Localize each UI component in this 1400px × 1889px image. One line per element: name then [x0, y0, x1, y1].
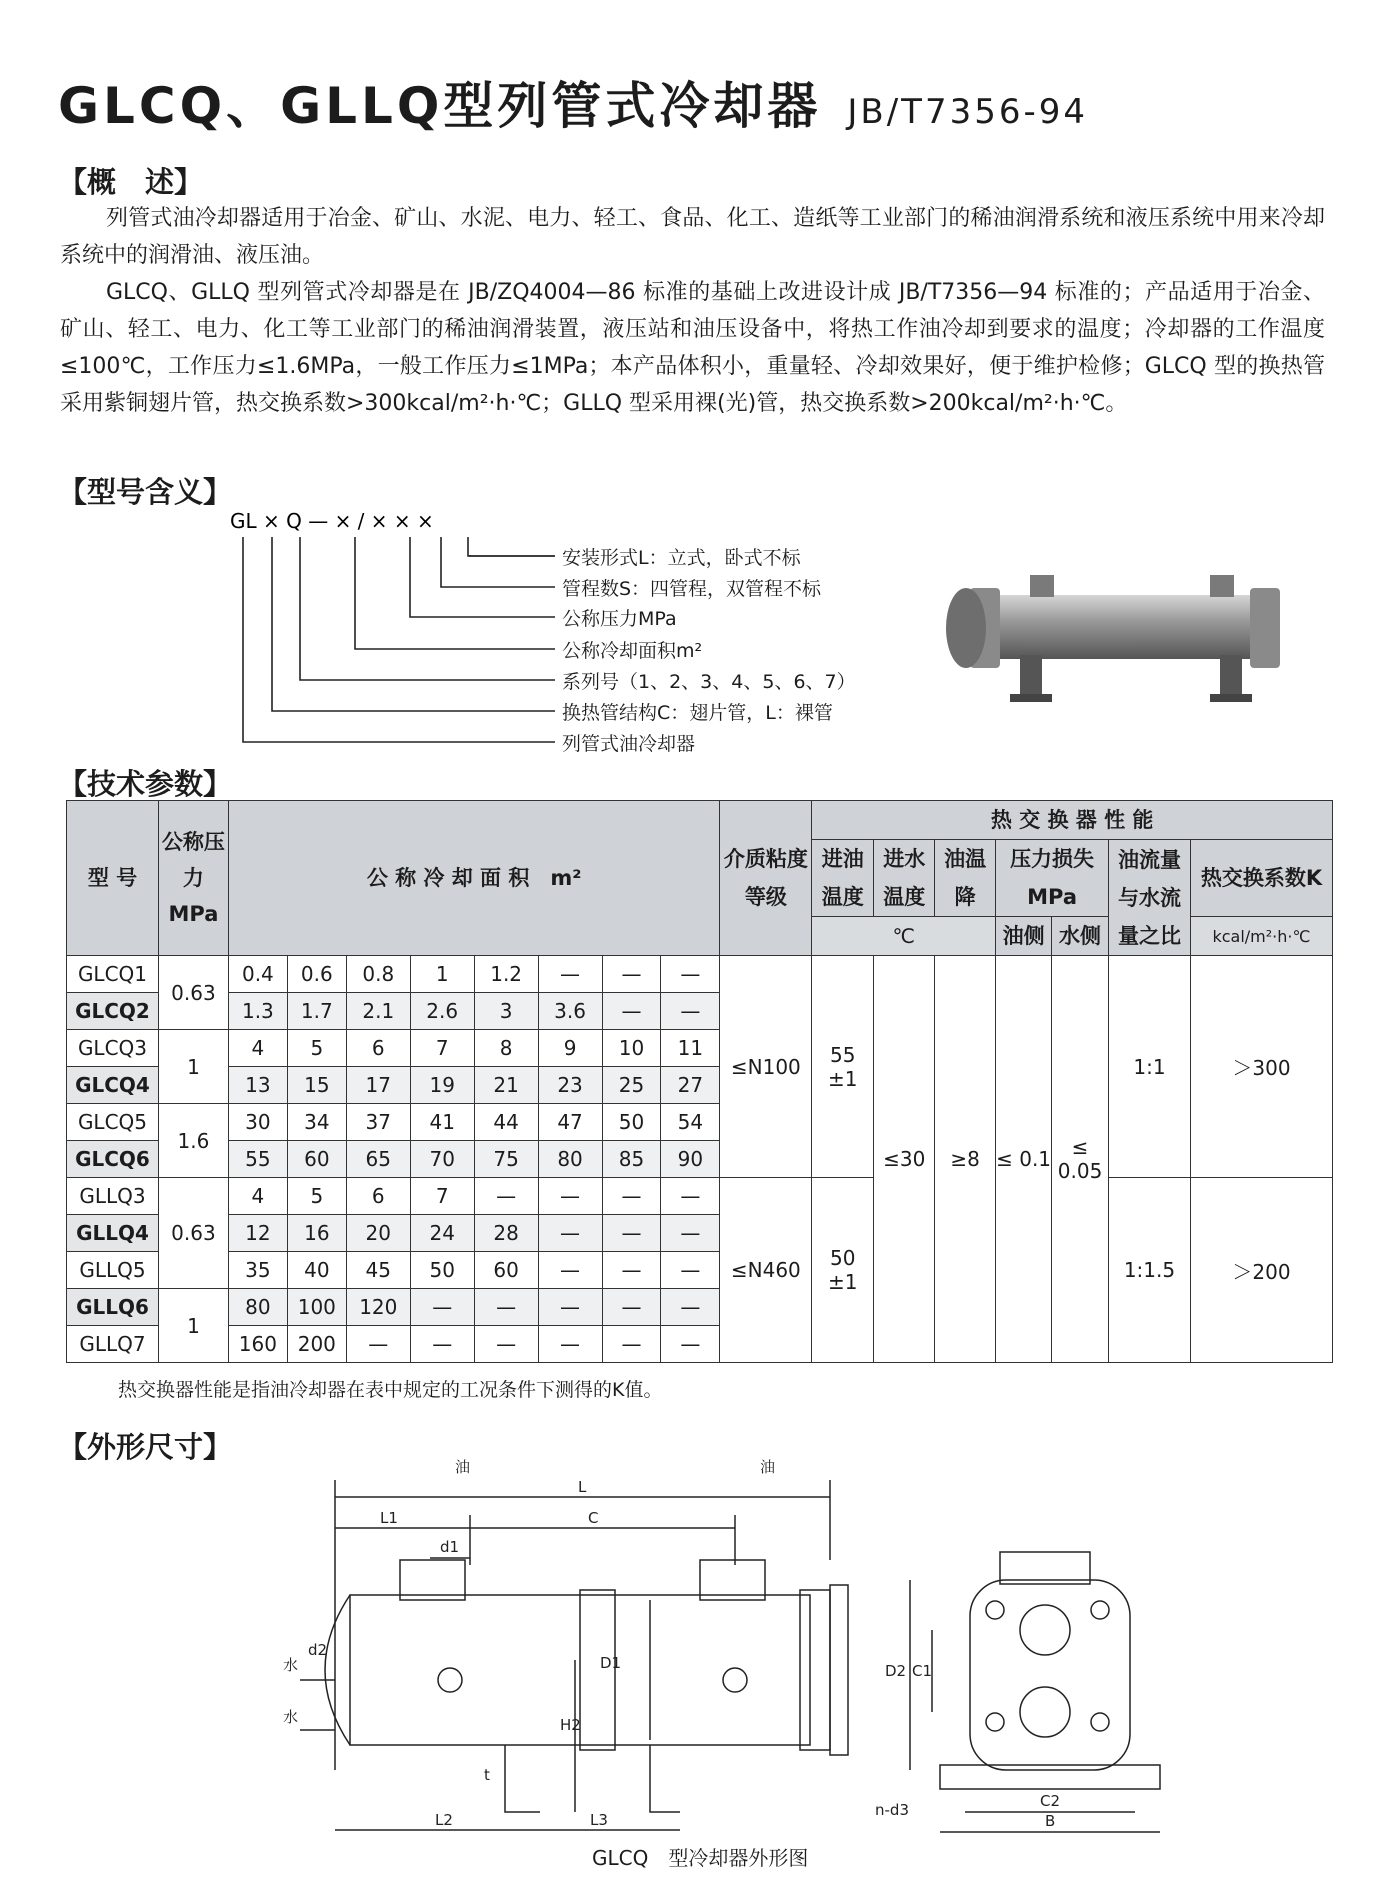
- legend-item-6: 换热管结构C：翅片管，L：裸管: [562, 702, 833, 724]
- cell-area: 47: [538, 1104, 602, 1141]
- cell-area: 200: [287, 1326, 346, 1363]
- cell-area: 12: [228, 1215, 287, 1252]
- cell-area: 34: [287, 1104, 346, 1141]
- cell-area: 0.8: [346, 956, 410, 993]
- cell-area: 21: [474, 1067, 538, 1104]
- th-oil-drop: 油温降: [935, 840, 996, 917]
- cell-coef: ＞300: [1190, 956, 1332, 1178]
- cell-model: GLCQ5: [67, 1104, 159, 1141]
- table-note: 热交换器性能是指油冷却器在表中规定的工况条件下测得的K值。: [118, 1379, 663, 1401]
- cell-area: 1.2: [474, 956, 538, 993]
- cell-area: 40: [287, 1252, 346, 1289]
- section-outline: 【外形尺寸】: [58, 1430, 233, 1464]
- section-tech: 【技术参数】: [58, 767, 233, 801]
- cell-area: 25: [602, 1067, 661, 1104]
- cell-area: 24: [410, 1215, 474, 1252]
- cell-oil-side: ≤ 0.1: [996, 956, 1052, 1363]
- th-water-in: 进水温度: [874, 840, 935, 917]
- cell-area: 80: [538, 1141, 602, 1178]
- th-area: 公 称 冷 却 面 积 m²: [228, 801, 719, 956]
- cell-area: 16: [287, 1215, 346, 1252]
- cell-area: 0.6: [287, 956, 346, 993]
- cell-area: 60: [474, 1252, 538, 1289]
- cell-area: —: [661, 1252, 720, 1289]
- cell-oil-drop: ≥8: [935, 956, 996, 1363]
- cell-area: 55: [228, 1141, 287, 1178]
- cell-pressure: 1.6: [158, 1104, 228, 1178]
- label-water-1: 水: [283, 1656, 299, 1674]
- overview-p1: 列管式油冷却器适用于冶金、矿山、水泥、电力、轻工、食品、化工、造纸等工业部门的稀油润滑系统和液压系统中用来冷却系统中的润滑油、液压油。: [60, 206, 1325, 268]
- model-code: GL × Q — × / × × ×: [230, 509, 434, 533]
- cell-area: 80: [228, 1289, 287, 1326]
- cell-area: 70: [410, 1141, 474, 1178]
- cell-model: GLLQ3: [67, 1178, 159, 1215]
- cell-area: —: [661, 1326, 720, 1363]
- cell-area: —: [538, 1215, 602, 1252]
- cell-ratio: 1:1: [1109, 956, 1191, 1178]
- th-unit-c: ℃: [812, 917, 996, 956]
- cell-area: —: [602, 1289, 661, 1326]
- cell-area: 75: [474, 1141, 538, 1178]
- dim-C1: C1: [912, 1662, 933, 1680]
- cell-area: —: [538, 1326, 602, 1363]
- cell-area: 65: [346, 1141, 410, 1178]
- legend-item-3: 公称压力MPa: [562, 608, 677, 630]
- cell-area: 19: [410, 1067, 474, 1104]
- table-row: [67, 1178, 1333, 1215]
- title-standard: JB/T7356-94: [847, 92, 1089, 132]
- cell-area: —: [661, 1289, 720, 1326]
- cell-area: —: [602, 956, 661, 993]
- cell-area: 27: [661, 1067, 720, 1104]
- cell-area: 3.6: [538, 993, 602, 1030]
- cell-model: GLCQ6: [67, 1141, 159, 1178]
- cell-pressure: 0.63: [158, 1178, 228, 1289]
- cell-area: —: [661, 1178, 720, 1215]
- cell-area: —: [661, 956, 720, 993]
- cell-area: —: [346, 1326, 410, 1363]
- cell-ratio: 1:1.5: [1109, 1178, 1191, 1363]
- dim-n-d3: n-d3: [875, 1801, 909, 1819]
- title-main: GLCQ、GLLQ型列管式冷却器: [58, 77, 822, 135]
- dim-t: t: [484, 1766, 490, 1784]
- dim-d1: d1: [440, 1538, 460, 1556]
- section-overview: 【概 述】: [58, 165, 204, 199]
- cell-area: 50: [410, 1252, 474, 1289]
- cell-area: —: [661, 1215, 720, 1252]
- cell-area: 41: [410, 1104, 474, 1141]
- cell-area: 17: [346, 1067, 410, 1104]
- cell-area: 50: [602, 1104, 661, 1141]
- cell-area: 0.4: [228, 956, 287, 993]
- cell-area: —: [538, 1178, 602, 1215]
- cell-water-side: ≤ 0.05: [1052, 956, 1109, 1363]
- th-perf: 热 交 换 器 性 能: [812, 801, 1333, 840]
- cell-oil-in: 50 ±1: [812, 1178, 874, 1363]
- legend-item-1: 安装形式L：立式，卧式不标: [562, 547, 801, 569]
- cell-area: 9: [538, 1030, 602, 1067]
- cell-area: —: [602, 1326, 661, 1363]
- cell-area: —: [538, 1289, 602, 1326]
- dim-C: C: [588, 1509, 599, 1527]
- th-water-side: 水侧: [1052, 917, 1109, 956]
- cell-model: GLCQ4: [67, 1067, 159, 1104]
- label-water-2: 水: [283, 1708, 299, 1726]
- cell-pressure: 1: [158, 1289, 228, 1363]
- dim-d2: d2: [308, 1641, 328, 1659]
- cell-area: 60: [287, 1141, 346, 1178]
- dim-C2: C2: [1040, 1792, 1061, 1810]
- cell-area: 120: [346, 1289, 410, 1326]
- legend-item-5: 系列号（1、2、3、4、5、6、7）: [562, 671, 856, 693]
- label-oil-1: 油: [455, 1458, 471, 1476]
- th-ploss: 压力损失MPa: [996, 840, 1109, 917]
- cell-area: —: [538, 956, 602, 993]
- th-pressure: 公称压力MPa: [158, 801, 228, 956]
- cell-area: 15: [287, 1067, 346, 1104]
- cell-model: GLCQ1: [67, 956, 159, 993]
- cell-area: 5: [287, 1030, 346, 1067]
- cell-area: 2.6: [410, 993, 474, 1030]
- cell-area: 1: [410, 956, 474, 993]
- cell-model: GLLQ5: [67, 1252, 159, 1289]
- dim-B: B: [1045, 1812, 1056, 1830]
- cell-area: 2.1: [346, 993, 410, 1030]
- cell-area: 30: [228, 1104, 287, 1141]
- cell-area: 160: [228, 1326, 287, 1363]
- cell-area: —: [474, 1289, 538, 1326]
- cell-model: GLLQ4: [67, 1215, 159, 1252]
- cell-medium: ≤N460: [720, 1178, 812, 1363]
- th-ratio: 油流量与水流量之比: [1109, 840, 1191, 956]
- th-oil-side: 油侧: [996, 917, 1052, 956]
- cell-area: 85: [602, 1141, 661, 1178]
- th-model: 型 号: [67, 801, 159, 956]
- cell-area: 13: [228, 1067, 287, 1104]
- label-oil-2: 油: [760, 1458, 776, 1476]
- cell-model: GLLQ6: [67, 1289, 159, 1326]
- overview-p2: GLCQ、GLLQ 型列管式冷却器是在 JB/ZQ4004—86 标准的基础上改进设计成 JB/T7356—94 标准的；产品适用于冶金、矿山、轻工、电力、化工等工业部门的稀油润滑装置，液压站和油压设备中，将热工作油冷却到要求的温度；冷却器的工作温度≤100℃，工作压力≤1.6MPa，一般工作压力≤1MPa；本产品体积小，重量轻、冷却效果好，便于维护检修；GLCQ 型的换热管采用紫铜翅片管，热交换系数>300kcal/m²·h·℃；GLLQ 型采用裸(光)管，热交换系数>200kcal/m²·h·℃。: [60, 280, 1325, 416]
- cell-area: 54: [661, 1104, 720, 1141]
- cell-area: 37: [346, 1104, 410, 1141]
- cell-medium: ≤N100: [720, 956, 812, 1178]
- cell-area: 23: [538, 1067, 602, 1104]
- cell-area: 44: [474, 1104, 538, 1141]
- cell-area: 10: [602, 1030, 661, 1067]
- cell-area: 20: [346, 1215, 410, 1252]
- dim-L1: L1: [380, 1509, 398, 1527]
- cell-area: —: [474, 1178, 538, 1215]
- cell-pressure: 0.63: [158, 956, 228, 1030]
- cell-area: 35: [228, 1252, 287, 1289]
- dim-L2: L2: [435, 1811, 453, 1829]
- product-photo: [930, 560, 1320, 710]
- section-model: 【型号含义】: [58, 475, 233, 509]
- dim-D2: D2: [885, 1662, 907, 1680]
- th-oil-in: 进油温度: [812, 840, 874, 917]
- dim-H2: H2: [560, 1716, 581, 1734]
- dim-L: L: [578, 1478, 587, 1496]
- outline-drawing: [0, 1440, 1400, 1840]
- cell-area: 28: [474, 1215, 538, 1252]
- cell-model: GLLQ7: [67, 1326, 159, 1363]
- cell-water-in: ≤30: [874, 956, 935, 1363]
- cell-area: 8: [474, 1030, 538, 1067]
- cell-area: —: [474, 1326, 538, 1363]
- legend-item-2: 管程数S：四管程，双管程不标: [562, 578, 822, 600]
- dim-D1: D1: [600, 1654, 622, 1672]
- cell-area: 7: [410, 1030, 474, 1067]
- cell-area: 5: [287, 1178, 346, 1215]
- cell-model: GLCQ2: [67, 993, 159, 1030]
- th-medium: 介质粘度等级: [720, 801, 812, 956]
- cell-area: 4: [228, 1030, 287, 1067]
- th-coef-unit: kcal/m²·h·℃: [1190, 917, 1332, 956]
- legend-item-4: 公称冷却面积m²: [562, 640, 703, 662]
- spec-table: [66, 800, 1333, 1363]
- cell-area: 45: [346, 1252, 410, 1289]
- cell-pressure: 1: [158, 1030, 228, 1104]
- cell-area: 4: [228, 1178, 287, 1215]
- legend-item-7: 列管式油冷却器: [562, 733, 696, 755]
- cell-area: —: [410, 1289, 474, 1326]
- cell-area: 6: [346, 1030, 410, 1067]
- cell-area: —: [410, 1326, 474, 1363]
- cell-area: —: [602, 1178, 661, 1215]
- th-coef: 热交换系数K: [1190, 840, 1332, 917]
- cell-area: 1.7: [287, 993, 346, 1030]
- cell-area: —: [602, 993, 661, 1030]
- cell-model: GLCQ3: [67, 1030, 159, 1067]
- cell-area: —: [602, 1215, 661, 1252]
- cell-area: 100: [287, 1289, 346, 1326]
- cell-area: 7: [410, 1178, 474, 1215]
- dim-L3: L3: [590, 1811, 608, 1829]
- cell-area: —: [661, 993, 720, 1030]
- cell-area: 11: [661, 1030, 720, 1067]
- cell-area: 3: [474, 993, 538, 1030]
- cell-oil-in: 55 ±1: [812, 956, 874, 1178]
- cell-area: 90: [661, 1141, 720, 1178]
- cell-area: 6: [346, 1178, 410, 1215]
- drawing-caption: GLCQ 型冷却器外形图: [592, 1846, 809, 1870]
- cell-area: 1.3: [228, 993, 287, 1030]
- cell-area: —: [602, 1252, 661, 1289]
- table-row: [67, 956, 1333, 993]
- cell-coef: ＞200: [1190, 1178, 1332, 1363]
- cell-area: —: [538, 1252, 602, 1289]
